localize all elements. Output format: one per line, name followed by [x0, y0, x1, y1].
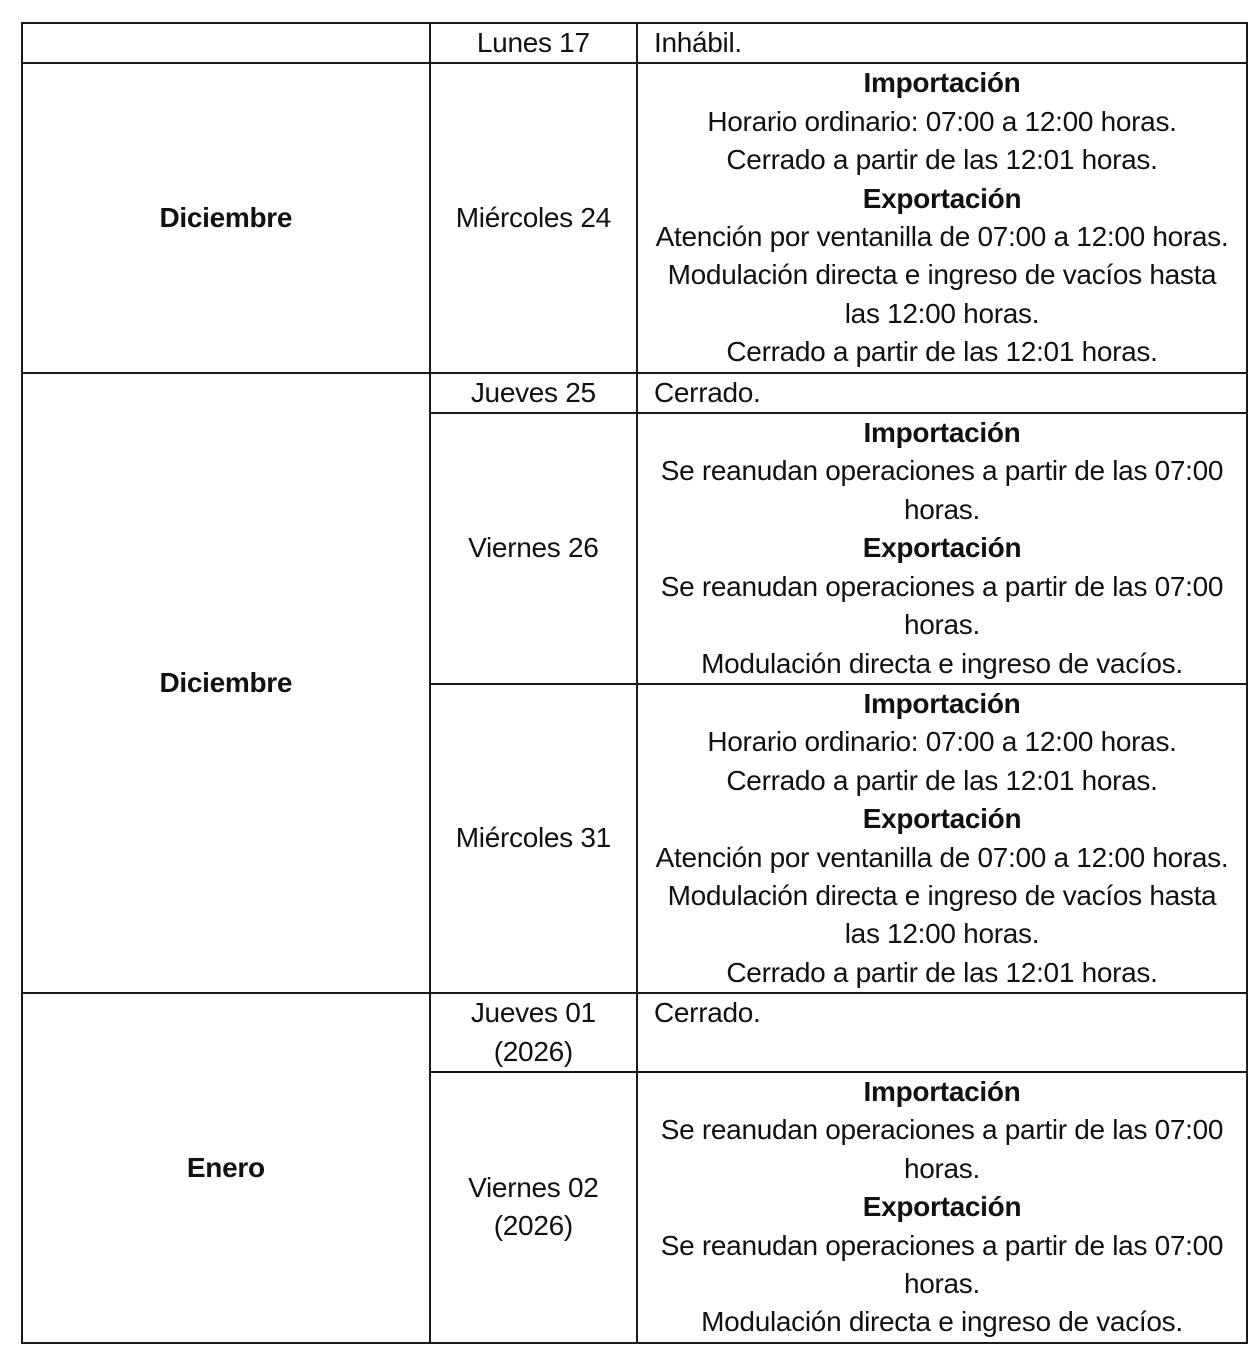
- detail-cell: [637, 993, 1247, 1072]
- section-line: Modulación directa e ingreso de vacíos.: [701, 647, 1183, 679]
- section-line: las 12:00 horas.: [844, 297, 1040, 329]
- section-heading: Importación: [863, 67, 1021, 99]
- table-row: [22, 23, 1247, 63]
- section-line: Horario ordinario: 07:00 a 12:00 horas.: [707, 105, 1177, 137]
- day-cell: [430, 23, 637, 63]
- section-heading: Exportación: [862, 803, 1022, 835]
- day-cell: [430, 63, 637, 372]
- table-row: [22, 63, 1247, 372]
- month-cell: [22, 23, 430, 63]
- section-heading: Exportación: [862, 532, 1022, 564]
- section-line: Modulación directa e ingreso de vacíos hasta: [667, 259, 1217, 291]
- section-line: Cerrado a partir de las 12:01 horas.: [726, 336, 1158, 368]
- month-cell: Enero: [22, 993, 430, 1343]
- section-line: Se reanudan operaciones a partir de las 07:00: [660, 1229, 1224, 1261]
- day-label: Lunes 17: [476, 27, 590, 58]
- section-line: Horario ordinario: 07:00 a 12:00 horas.: [707, 726, 1177, 758]
- day-label: Jueves 25: [470, 376, 596, 408]
- table-row: [22, 993, 1247, 1072]
- section-heading: Exportación: [862, 1191, 1022, 1223]
- section-line: horas.: [903, 609, 980, 641]
- detail-cell: [637, 63, 1247, 372]
- day-label: (2026): [493, 1210, 573, 1242]
- day-cell: [430, 413, 637, 684]
- day-cell: [430, 684, 637, 993]
- day-label: Miércoles 24: [455, 201, 611, 233]
- section-line: Se reanudan operaciones a partir de las 07:00: [660, 455, 1224, 487]
- detail-cell: [637, 23, 1247, 63]
- day-cell: [430, 1072, 637, 1343]
- detail-cell: [637, 413, 1247, 684]
- detail-text: Cerrado.: [653, 376, 761, 408]
- day-cell: [430, 993, 637, 1072]
- section-line: Atención por ventanilla de 07:00 a 12:00 horas.: [655, 221, 1229, 253]
- section-line: Cerrado a partir de las 12:01 horas.: [726, 956, 1158, 988]
- section-line: Se reanudan operaciones a partir de las 07:00: [660, 570, 1224, 602]
- section-heading: Importación: [863, 1075, 1021, 1107]
- detail-cell: [637, 1072, 1247, 1343]
- month-cell: Diciembre: [22, 63, 430, 372]
- detail-cell: [637, 373, 1247, 413]
- section-line: Cerrado a partir de las 12:01 horas.: [726, 764, 1158, 796]
- day-label: (2026): [493, 1035, 573, 1067]
- schedule-body: [22, 23, 1247, 1343]
- section-heading: Exportación: [862, 182, 1022, 214]
- detail-cell: [637, 684, 1247, 993]
- detail-text: Cerrado.: [653, 997, 761, 1029]
- day-label: Viernes 26: [468, 532, 599, 564]
- day-cell: [430, 373, 637, 413]
- section-line: horas.: [903, 1152, 980, 1184]
- section-line: horas.: [903, 493, 980, 525]
- section-heading: Importación: [863, 417, 1021, 449]
- section-line: Cerrado a partir de las 12:01 horas.: [726, 144, 1158, 176]
- table-row: [22, 373, 1247, 413]
- day-label: Jueves 01: [470, 997, 596, 1029]
- section-line: Modulación directa e ingreso de vacíos hasta: [667, 879, 1217, 911]
- section-line: Modulación directa e ingreso de vacíos.: [701, 1306, 1183, 1338]
- section-line: horas.: [903, 1268, 980, 1299]
- schedule-table: [21, 22, 1248, 1344]
- detail-text: Inhábil.: [653, 27, 742, 58]
- section-heading: Importación: [863, 687, 1021, 719]
- section-line: Atención por ventanilla de 07:00 a 12:00 horas.: [655, 841, 1229, 873]
- section-line: las 12:00 horas.: [844, 918, 1040, 950]
- day-label: Viernes 02: [468, 1171, 599, 1203]
- month-cell: Diciembre: [22, 373, 430, 994]
- section-line: Se reanudan operaciones a partir de las 07:00: [660, 1114, 1224, 1146]
- day-label: Miércoles 31: [455, 822, 611, 854]
